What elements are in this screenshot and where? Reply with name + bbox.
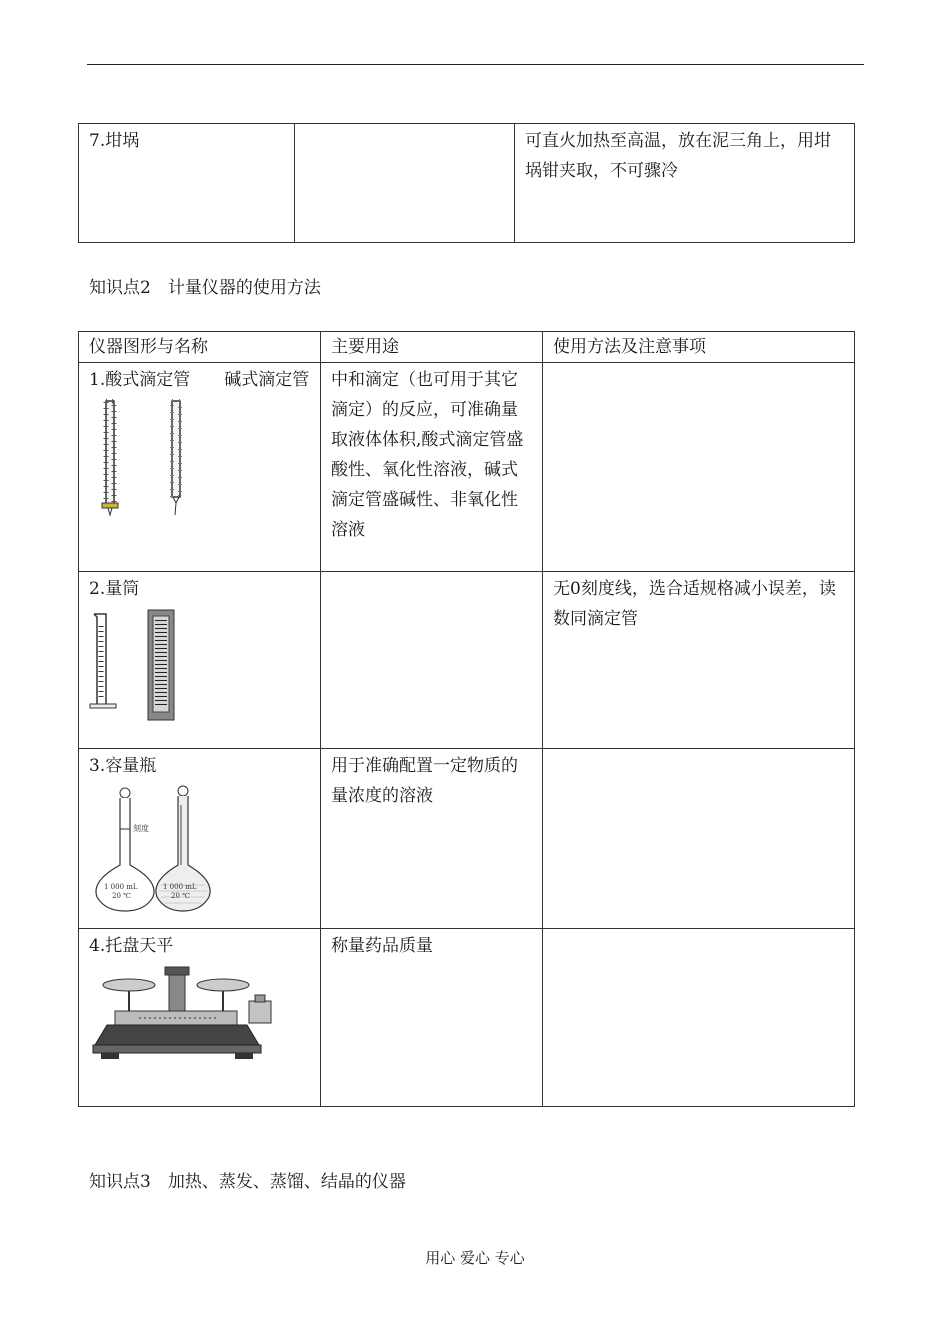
instrument-name: 2.量筒 bbox=[89, 579, 140, 599]
section-3-heading: 知识点3 加热、蒸发、蒸馏、结晶的仪器 bbox=[89, 1172, 406, 1192]
page-footer: 用心 爱心 专心 bbox=[425, 1249, 525, 1267]
table-row bbox=[79, 749, 855, 929]
cell-usage bbox=[295, 124, 515, 243]
cell-usage: 中和滴定（也可用于其它滴定）的反应，可准确量取液体体积,酸式滴定管盛酸性、氧化性溶液，碱式滴定管盛碱性、非氧化性溶液 bbox=[321, 363, 543, 572]
cell-usage: 称量药品质量 bbox=[321, 929, 543, 1107]
cell-name bbox=[79, 749, 321, 929]
table-row bbox=[79, 929, 855, 1107]
burettes-illustration bbox=[89, 399, 209, 517]
instrument-name: 3.容量瓶 bbox=[89, 756, 157, 776]
flask-temp-label: 20 ℃ bbox=[171, 892, 190, 900]
table-row bbox=[79, 363, 855, 572]
flask-mark-label: 刻度 bbox=[133, 824, 149, 833]
cell-name bbox=[79, 929, 321, 1107]
cell-name: 7.坩埚 bbox=[79, 124, 295, 243]
graduated-cylinders-illustration bbox=[89, 608, 199, 722]
cell-notes: 无0刻度线，选合适规格减小误差，读数同滴定管 bbox=[543, 572, 855, 749]
volumetric-flasks-illustration bbox=[89, 785, 229, 915]
measuring-instruments-table bbox=[78, 331, 855, 1107]
flask-volume-label: 1 000 mL bbox=[104, 883, 138, 891]
section-2-heading: 知识点2 计量仪器的使用方法 bbox=[89, 278, 321, 298]
table-row bbox=[79, 124, 855, 243]
instrument-name: 1.酸式滴定管 碱式滴定管 bbox=[89, 370, 310, 390]
instrument-name: 4.托盘天平 bbox=[89, 936, 174, 956]
cell-name bbox=[79, 572, 321, 749]
cell-notes bbox=[543, 749, 855, 929]
cell-usage bbox=[321, 572, 543, 749]
instrument-table-continued bbox=[78, 123, 855, 243]
cell-notes bbox=[543, 929, 855, 1107]
flask-temp-label: 20 ℃ bbox=[112, 892, 131, 900]
cell-name bbox=[79, 363, 321, 572]
table-row bbox=[79, 572, 855, 749]
table-header-row bbox=[79, 332, 855, 363]
cell-notes bbox=[543, 363, 855, 572]
platform-balance-illustration bbox=[89, 965, 289, 1065]
header-cell: 仪器图形与名称 bbox=[79, 332, 321, 363]
header-rule bbox=[87, 64, 864, 65]
cell-usage: 用于准确配置一定物质的量浓度的溶液 bbox=[321, 749, 543, 929]
header-cell: 主要用途 bbox=[321, 332, 543, 363]
flask-volume-label: 1 000 mL bbox=[163, 883, 197, 891]
cell-notes: 可直火加热至高温，放在泥三角上，用坩埚钳夹取，不可骤冷 bbox=[515, 124, 855, 243]
header-cell: 使用方法及注意事项 bbox=[543, 332, 855, 363]
